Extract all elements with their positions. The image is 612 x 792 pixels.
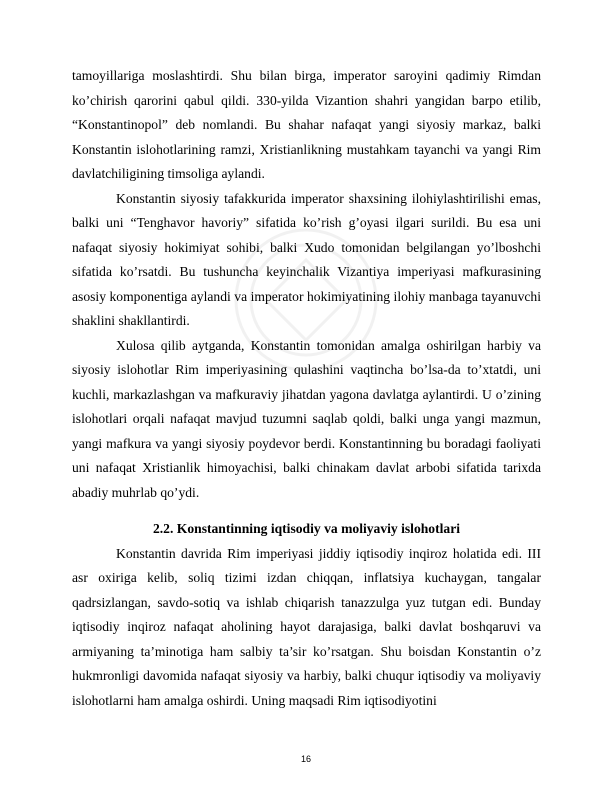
document-page [72, 64, 541, 713]
paragraph-economic-crisis: Konstantin davrida Rim imperiyasi jiddiy iqtisodiy inqiroz holatida edi. III asr oxiriga kelib, soliq tizimi izdan chiqqan, inflatsiya kuchaygan, tangalar qadrsizlangan, savdo-sotiq va ishlab chiqarish tanazzulga yuz tutgan edi. Bunday iqtisodiy inqiroz nafaqat aholining hayot darajasiga, balki davlat boshqaruvi va armiyaning ta’minotiga ham salbiy ta’sir ko’rsatgan. Shu boisdan Konstantin o’z hukmronligi davomida nafaqat siyosiy va harbiy, balki chuqur iqtisodiy va moliyaviy islohotlarni ham amalga oshirdi. Uning maqsadi Rim iqtisodiyotini [72, 545, 541, 708]
page-number: 16 [300, 754, 311, 764]
paragraph-conclusion: Xulosa qilib aytganda, Konstantin tomonidan amalga oshirilgan harbiy va siyosiy islohotlar Rim imperiyasining qulashini vaqtincha bo’lsa-da to’xtatdi, uni kuchli, markazlashgan va mafkuraviy jihatdan yagona davlatga aylantirdi. U o’zining islohotlari orqali nafaqat mavjud tuzumni saqlab qoldi, balki unga yangi mazmun, yangi mafkura va yangi siyosiy poydevor berdi. Konstantinning bu boradagi faoliyati uni nafaqat Xristianlik himoyachisi, balki chinakam davlat arbobi sifatida tarixda abadiy muhrlab qo’ydi. [72, 337, 541, 500]
section-heading: 2.2. Konstantinning iqtisodiy va moliyaviy islohotlari [152, 521, 461, 536]
paragraph-emperor-ideology: Konstantin siyosiy tafakkurida imperator shaxsining ilohiylashtirilishi emas, balki uni “Tenghavor havoriy” sifatida ko’rish g’oyasi ilgari surildi. Bu esa uni nafaqat siyosiy hokimiyat sohibi, balki Xudo tomonidan belgilangan yo’lboshchi sifatida ko’rsatdi. Bu tushuncha keyinchalik Vizantiya imperiyasi mafkurasining asosiy komponentiga aylandi va imperator hokimiyatining ilohiy manbaga tayanuvchi shaklini shakllantirdi. [72, 190, 541, 328]
paragraph-constantinople: tamoyillariga moslashtirdi. Shu bilan birga, imperator saroyini qadimiy Rimdan ko’chirish qarorini qabul qildi. 330-yilda Vizantion shahri yangidan barpo etilib, “Konstantinopol” deb nomlandi. Bu shahar nafaqat yangi siyosiy markaz, balki Konstantin islohotlarining ramzi, Xristianlikning mustahkam tayanchi va yangi Rim davlatchiligining timsoliga aylandi. [72, 68, 541, 181]
